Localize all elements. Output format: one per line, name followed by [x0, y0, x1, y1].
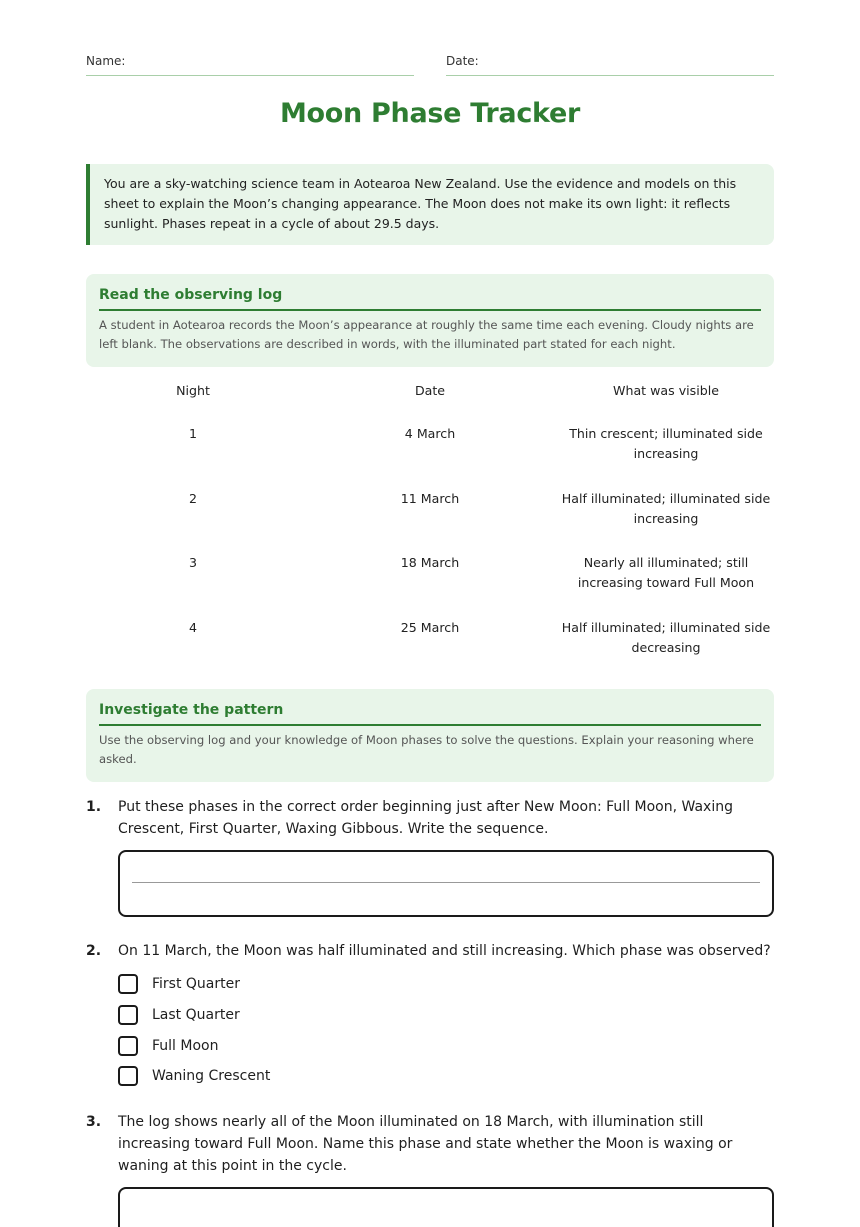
question-number: 3.	[86, 1114, 102, 1130]
answer-line	[132, 882, 760, 883]
option-label: First Quarter	[152, 976, 240, 992]
option-label: Last Quarter	[152, 1007, 240, 1023]
question-2	[86, 940, 774, 1090]
observing-log-table	[86, 380, 774, 668]
date-cell: 4 March	[404, 426, 456, 441]
table-header-row	[86, 380, 774, 424]
question-3	[86, 1111, 774, 1216]
option-label: Full Moon	[152, 1038, 219, 1054]
question-1	[86, 796, 774, 921]
answer-box[interactable]	[118, 850, 774, 917]
checkbox[interactable]	[118, 1005, 138, 1025]
table-row	[86, 489, 774, 553]
answer-box[interactable]	[118, 1187, 774, 1227]
date-field[interactable]	[446, 54, 774, 76]
question-number: 2.	[86, 943, 102, 959]
pattern-section-description: Use the observing log and your knowledge of Moon phases to solve the questions. Explain your reasoning where asked.	[99, 733, 754, 766]
visible-cell: Thin crescent; illuminated side increasing	[569, 426, 763, 461]
checkbox[interactable]	[118, 1066, 138, 1086]
column-header-date: Date	[414, 383, 446, 398]
visible-cell: Half illuminated; illuminated side decreasing	[561, 620, 771, 655]
date-label: Date:	[446, 54, 479, 68]
night-cell: 4	[188, 620, 197, 635]
question-text: The log shows nearly all of the Moon illuminated on 18 March, with illumination still increasing toward Full Moon. Name this phase and state whether the Moon is waxing or waning at this point in the cycle.	[118, 1114, 733, 1174]
option-label: Waning Crescent	[152, 1068, 271, 1084]
pattern-section-header	[86, 689, 774, 782]
night-cell: 1	[188, 426, 197, 441]
checkbox[interactable]	[118, 974, 138, 994]
column-header-night: Night	[176, 383, 210, 398]
name-field[interactable]	[86, 54, 414, 76]
date-cell: 18 March	[400, 555, 460, 570]
night-cell: 2	[188, 491, 197, 506]
question-text: On 11 March, the Moon was half illuminated and still increasing. Which phase was observed?	[118, 943, 771, 959]
checkbox[interactable]	[118, 1036, 138, 1056]
question-number: 1.	[86, 799, 102, 815]
table-row	[86, 553, 774, 618]
date-cell: 11 March	[400, 491, 460, 506]
visible-cell: Half illuminated; illuminated side increasing	[561, 491, 771, 526]
log-section-description: A student in Aotearoa records the Moon’s appearance at roughly the same time each evening. Cloudy nights are left blank. The observations are described in words, with the illuminated part stated for each night.	[99, 318, 754, 351]
page-title: Moon Phase Tracker	[279, 98, 581, 129]
night-cell: 3	[188, 555, 197, 570]
pattern-section-title: Investigate the pattern	[99, 700, 761, 726]
column-header-visible: What was visible	[613, 383, 719, 398]
log-section-header	[86, 274, 774, 367]
log-section-title: Read the observing log	[99, 285, 761, 311]
question-text: Put these phases in the correct order beginning just after New Moon: Full Moon, Waxing Crescent, First Quarter, Waxing Gibbous. Write the sequence.	[118, 799, 733, 837]
table-row	[86, 424, 774, 489]
visible-cell: Nearly all illuminated; still increasing toward Full Moon	[577, 555, 755, 590]
date-cell: 25 March	[400, 620, 460, 635]
table-row	[86, 618, 774, 668]
intro-callout: You are a sky-watching science team in Aotearoa New Zealand. Use the evidence and models on this sheet to explain the Moon’s changing appearance. The Moon does not make its own light: it reflects sunlight. Phases repeat in a cycle of about 29.5 days.	[86, 164, 774, 245]
name-label: Name:	[86, 54, 126, 68]
name-date-row	[86, 54, 774, 76]
